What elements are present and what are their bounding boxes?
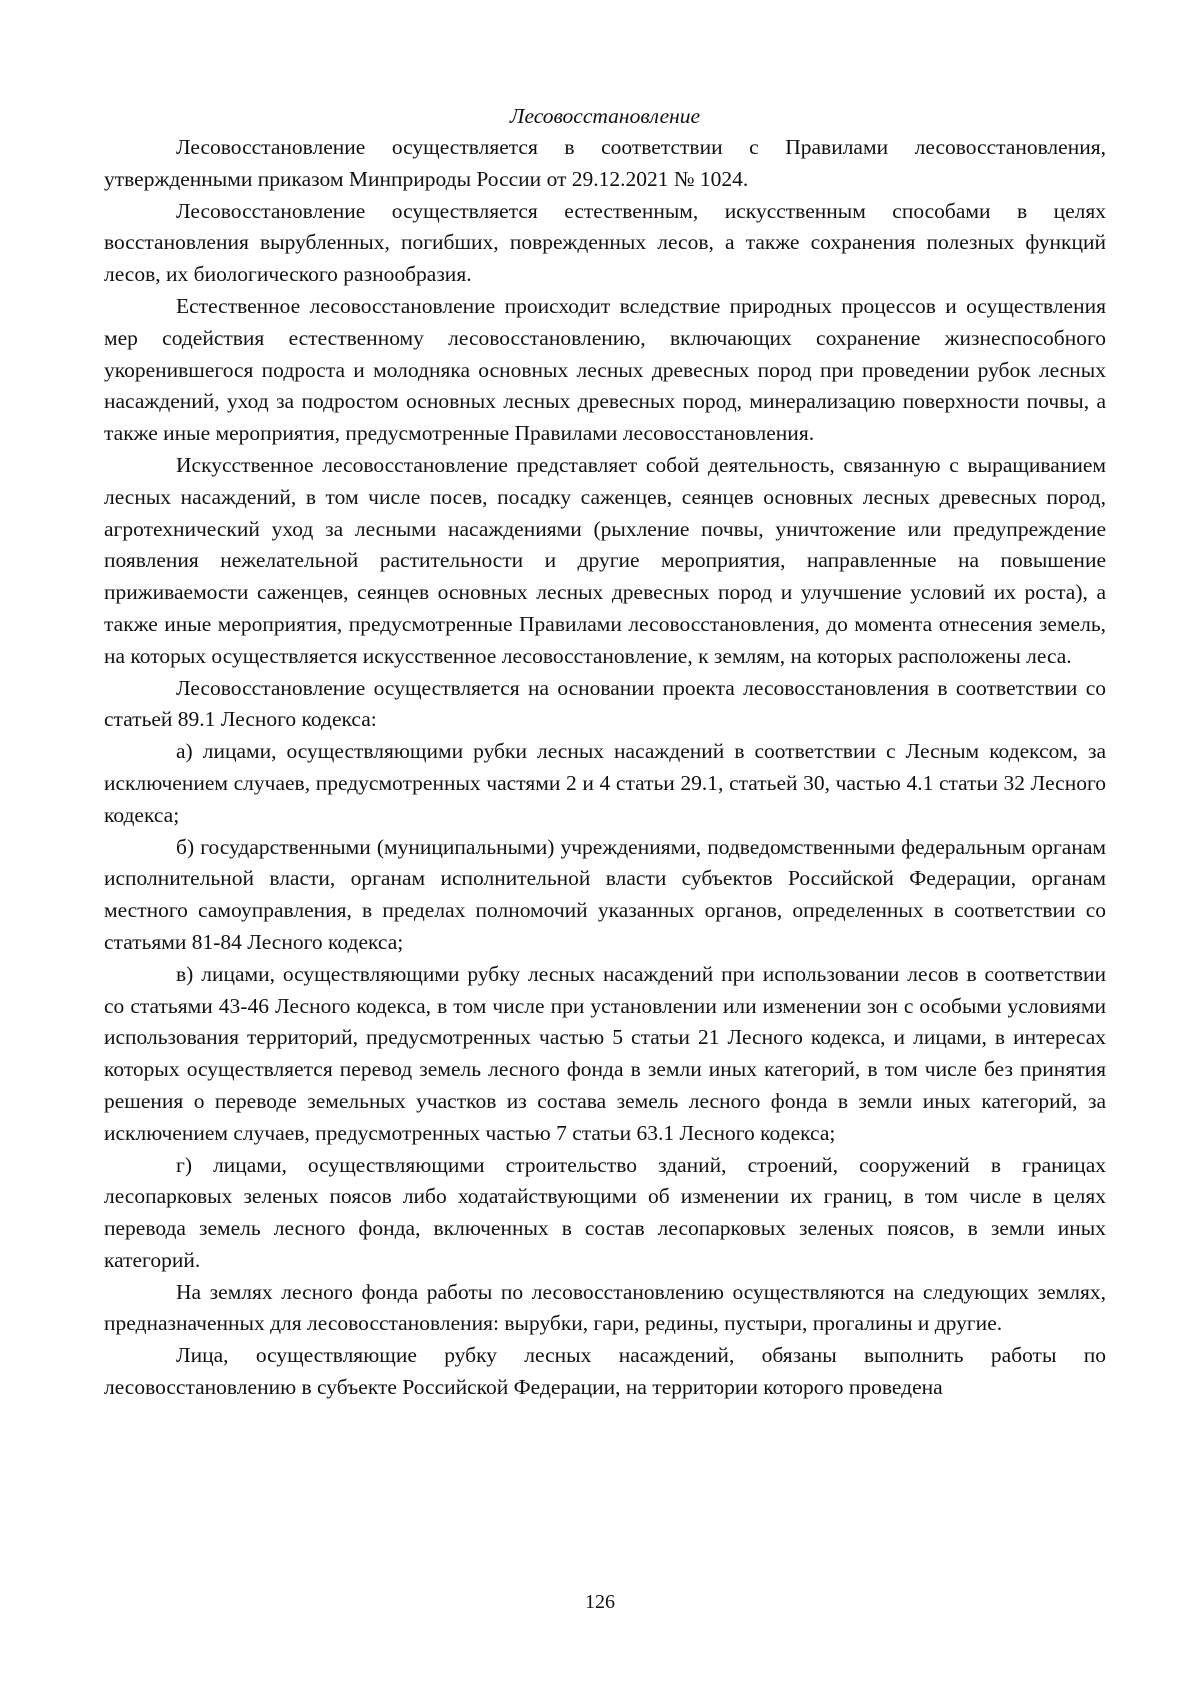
page-number: 126 — [585, 1591, 615, 1613]
paragraph: На землях лесного фонда работы по лесовосстановлению осуществляются на следующих землях, предназначенных для лесовосстановления: вырубки, гари, редины, пустыри, прогалины и другие. — [104, 1279, 1106, 1336]
paragraph: Естественное лесовосстановление происходит вследствие природных процессов и осуществления мер содействия естественному лесовосстановлению, включающих сохранение жизнеспособного укоренившегося подроста и молодняка основных лесных древесных пород при проведении рубок лесных насаждений, уход за подростом основных лесных древесных пород, минерализацию поверхности почвы, а также иные мероприятия, предусмотренные Правилами лесовосстановления. — [104, 293, 1106, 446]
list-item-a: а) лицами, осуществляющими рубки лесных насаждений в соответствии с Лесным кодексом, за исключением случаев, предусмотренных частями 2 и 4 статьи 29.1, статьей 30, частью 4.1 статьи 32 Лесного кодекса; — [104, 739, 1106, 827]
paragraph: Лица, осуществляющие рубку лесных насаждений, обязаны выполнить работы по лесовосстановлению в субъекте Российской Федерации, на территории которого проведена — [104, 1343, 1106, 1400]
list-item-g: г) лицами, осуществляющими строительство зданий, строений, сооружений в границах лесопарковых зеленых поясов либо ходатайствующими об изменении их границ, в том числе в целях перевода земель лесного фонда, включенных в состав лесопарковых зеленых поясов, в земли иных категорий. — [104, 1152, 1106, 1272]
list-item-v: в) лицами, осуществляющими рубку лесных насаждений при использовании лесов в соответствии со статьями 43-46 Лесного кодекса, в том числе при установлении или изменении зон с особыми условиями использования территорий, предусмотренных частью 5 статьи 21 Лесного кодекса, и лицами, в интересах которых осуществляется перевод земель лесного фонда в земли иных категорий, в том числе без принятия решения о переводе земельных участков из состава земель лесного фонда в земли иных категорий, за исключением случаев, предусмотренных частью 7 статьи 63.1 Лесного кодекса; — [104, 961, 1106, 1145]
paragraph: Лесовосстановление осуществляется естественным, искусственным способами в целях восстановления вырубленных, погибших, поврежденных лесов, а также сохранения полезных функций лесов, их биологического разнообразия. — [104, 198, 1106, 287]
paragraph: Искусственное лесовосстановление представляет собой деятельность, связанную с выращиванием лесных насаждений, в том числе посев, посадку саженцев, сеянцев основных лесных древесных пород, агротехнический уход за лесными насаждениями (рыхление почвы, уничтожение или предупреждение появления нежелательной растительности и другие мероприятия, направленные на повышение приживаемости саженцев, сеянцев основных лесных древесных пород и улучшение условий их роста), а также иные мероприятия, предусмотренные Правилами лесовосстановления, до момента отнесения земель, на которых осуществляется искусственное лесовосстановление, к землям, на которых расположены леса. — [104, 452, 1106, 668]
paragraph: Лесовосстановление осуществляется на основании проекта лесовосстановления в соответствии со статьей 89.1 Лесного кодекса: — [104, 675, 1106, 732]
paragraph: Лесовосстановление осуществляется в соответствии с Правилами лесовосстановления, утвержденными приказом Минприроды России от 29.12.2021 № 1024. — [104, 135, 1106, 191]
page-body — [104, 100, 1106, 1404]
list-item-b: б) государственными (муниципальными) учреждениями, подведомственными федеральным органам исполнительной власти, органам исполнительной власти субъектов Российской Федерации, органам местного самоуправления, в пределах полномочий указанных органов, определенных в соответствии со статьями 81-84 Лесного кодекса; — [104, 834, 1106, 954]
section-heading: Лесовосстановление — [509, 104, 701, 128]
